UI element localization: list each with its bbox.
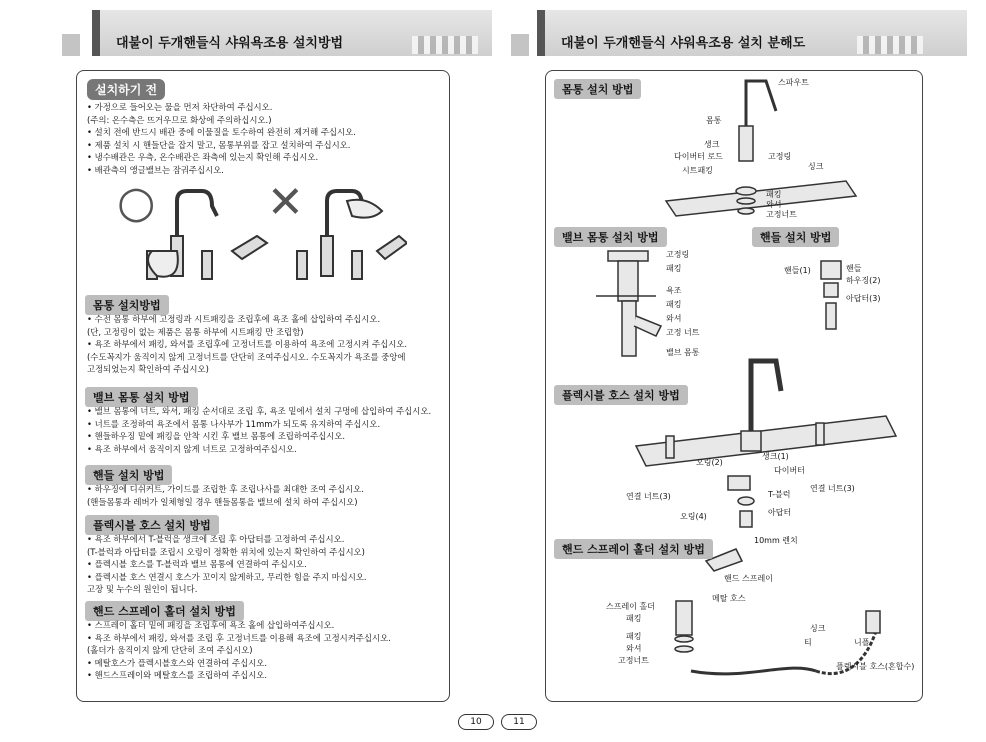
before-lines [87, 101, 356, 176]
section-title-valve: 밸브 몸통 설치 방법 [85, 387, 198, 407]
hose-lines [87, 533, 367, 596]
label-fixing-ring: 고정링 [768, 152, 792, 161]
label-packing: 패킹 [666, 300, 682, 309]
text-line: (핸들몸통과 레버가 일체형일 경우 핸들몸통을 밸브에 설치 하여 주십시오) [87, 496, 358, 507]
text-line: • 제품 설치 시 핸들단을 잡지 말고, 몸통부위를 잡고 설치하여 주십시오. [87, 139, 351, 150]
spray-lines [87, 619, 391, 682]
label-t-block: T-블럭 [768, 490, 791, 499]
label-spout: 스파우트 [778, 78, 809, 87]
text-line: (수도꼭지가 움직이지 않게 고정너트를 단단히 조여주십시오. 수도꼭지가 욕조를 중앙에 [87, 351, 406, 362]
label-metal-hose: 메탈 호스 [712, 594, 746, 603]
page-title: 대불이 두개핸들식 샤워욕조용 설치방법 [116, 36, 344, 51]
label-tub: 욕조 [666, 286, 682, 295]
text-line: 고장 및 누수의 원인이 됩니다. [87, 584, 198, 594]
text-line: • 하우징에 디쉬커트, 가이드를 조립한 후 조립나사를 최대한 조여 주십시오. [87, 484, 364, 494]
label-washer: 와셔 [626, 644, 642, 653]
text-line: 고정되었는지 확인하여 주십시오) [87, 364, 209, 374]
text-line: • 메탈호스가 플렉시블호스와 연결하여 주십시오. [87, 657, 268, 668]
instruction-panel [76, 70, 450, 702]
diagram-title-body: 몸통 설치 방법 [554, 79, 641, 99]
label-oring-4: 오링(4) [680, 512, 707, 521]
diagram-title-handle: 핸들 설치 방법 [752, 227, 839, 247]
faucet-drawing [107, 181, 407, 291]
label-sink: 싱크 [810, 624, 826, 633]
label-oring-2: 오링(2) [696, 458, 723, 467]
label-seat-packing: 시트패킹 [682, 166, 713, 175]
label-connect-nut-left: 연결 너트(3) [626, 492, 671, 501]
label-fixing-nut: 고정너트 [766, 210, 797, 219]
text-line: • 핸들하우징 밑에 패킹을 안착 시킨 후 밸브 몸통에 조립하여주십시오. [87, 431, 346, 441]
page-title: 대불이 두개핸들식 샤워욕조용 설치 분해도 [561, 36, 806, 51]
text-line: • 냉수배관은 우측, 온수배관은 좌측에 있는지 확인해 주십시오. [87, 152, 319, 162]
text-line: • 핸드스프레이와 메탈호스를 조립하여 주십시오. [87, 670, 268, 680]
faucet-illustration [107, 177, 407, 291]
label-wrench: 10mm 렌치 [754, 536, 798, 545]
text-line: (주의: 온수측은 뜨거우므로 화상에 주의하십시오.) [87, 114, 272, 125]
text-line: • 욕조 하부에서 움직이지 않게 너트로 고정하여주십시오. [87, 443, 297, 454]
label-housing-2: 하우징(2) [846, 276, 881, 285]
header-decoration [511, 34, 529, 56]
label-shank: 생크 [704, 140, 720, 149]
text-line: (단, 고정링이 없는 제품은 몸통 하부에 시트패킹 만 조립함) [87, 326, 304, 337]
label-packing: 패킹 [626, 614, 642, 623]
label-fixing-nut: 고정너트 [618, 656, 649, 665]
label-handle: 핸들 [846, 264, 862, 273]
header-pattern [857, 36, 923, 54]
label-shank-1: 생크(1) [762, 452, 789, 461]
label-packing: 패킹 [626, 632, 642, 641]
label-packing: 패킹 [666, 264, 682, 273]
text-line: (홀더가 움직이지 않게 단단히 조여 주십시오) [87, 645, 253, 655]
label-body: 몸통 [706, 116, 722, 125]
label-spray-holder: 스프레이 홀더 [606, 602, 655, 611]
section-title-body: 몸통 설치방법 [85, 295, 169, 315]
text-line: • 밸브 몸통에 너트, 와셔, 패킹 순서대로 조립 후, 욕조 밑에서 설치 구멍에 삽입하여 주십시오. [87, 406, 432, 416]
correct-mark: ○ [117, 177, 156, 228]
text-line: • 욕조 하부에서 T-블럭을 생크에 조립 후 아답터를 고정하여 주십시오. [87, 534, 345, 544]
label-diverter: 다이버터 [774, 466, 805, 475]
text-line: • 욕조 하부에서 패킹, 와셔를 조립 후 고정너트를 이용해 욕조에 고정시켜주십시오. [87, 632, 391, 643]
label-packing: 패킹 [766, 190, 782, 199]
header-pattern [412, 36, 478, 54]
diagram-panel [545, 70, 923, 702]
body-lines [87, 313, 407, 376]
label-diverter-rod: 다이버터 로드 [674, 152, 723, 161]
label-nipple: 니플 [854, 638, 870, 647]
section-title-spray: 핸드 스프레이 홀더 설치 방법 [85, 601, 244, 621]
text-line: • 수전 몸통 하부에 고정링과 시트패킹을 조립후에 욕조 홀에 삽입하여 주십시오. [87, 314, 381, 324]
text-line: • 설치 전에 반드시 배관 중에 이물질을 토수하여 완전히 제거해 주십시오. [87, 127, 356, 137]
label-adapter-3: 아답터(3) [846, 294, 881, 303]
page-number-right: 11 [501, 714, 537, 730]
label-connect-nut-right: 연결 너트(3) [810, 484, 855, 493]
text-line: • 플렉시블 호스 연결시 호스가 꼬이지 않게하고, 무리한 힘을 주지 마십시오. [87, 571, 367, 582]
text-line: • 플렉시블 호스를 T-블럭과 밸브 몸통에 연결하여 주십시오. [87, 559, 307, 569]
text-line: • 너트를 조정하여 욕조에서 몸통 나사부가 11mm가 되도록 유지하여 주십시오. [87, 418, 381, 429]
handle-lines [87, 483, 364, 508]
text-line: • 배관측의 앵글밸브는 잠궈주십시오. [87, 164, 224, 175]
right-page [493, 0, 986, 742]
header-decoration [62, 34, 80, 56]
section-title-hose: 플렉시블 호스 설치 방법 [85, 515, 219, 535]
text-line: • 스프레이 홀더 밑에 패킹을 조립후에 욕조 홀에 삽입하여주십시오. [87, 620, 335, 630]
valve-lines [87, 405, 431, 455]
diagram-title-valve: 밸브 몸통 설치 방법 [554, 227, 667, 247]
label-adapter: 아답터 [768, 508, 792, 517]
label-valve-body: 밸브 몸통 [666, 348, 700, 357]
page-number-left: 10 [458, 714, 494, 730]
label-fixing-nut: 고정 너트 [666, 328, 700, 337]
label-washer: 와셔 [766, 200, 782, 209]
label-tee: 티 [804, 638, 812, 647]
section-title-handle: 핸들 설치 방법 [85, 465, 172, 485]
label-hand-spray: 핸드 스프레이 [724, 574, 773, 583]
label-handle-1: 핸들(1) [784, 266, 811, 275]
wrong-mark: ✕ [267, 177, 304, 228]
label-fixing-ring: 고정링 [666, 250, 690, 259]
text-line: • 욕조 하부에서 패킹, 와셔를 조립후에 고정너트를 이용하여 욕조에 고정시켜 주십시오. [87, 339, 408, 349]
text-line: • 가정으로 들어오는 물을 먼저 차단하여 주십시오. [87, 102, 273, 112]
text-line: (T-블럭과 아답터를 조립시 오링이 정확한 위치에 있는지 확인하여 주십시오) [87, 546, 365, 557]
diagram-title-hose: 플렉시블 호스 설치 방법 [554, 385, 688, 405]
diagram-title-spray: 핸드 스프레이 홀더 설치 방법 [554, 539, 713, 559]
label-sink: 싱크 [808, 162, 824, 171]
label-washer: 와셔 [666, 314, 682, 323]
label-flexible-hose: 플렉시블 호스(혼합수) [836, 662, 915, 671]
section-title-before: 설치하기 전 [87, 79, 165, 100]
